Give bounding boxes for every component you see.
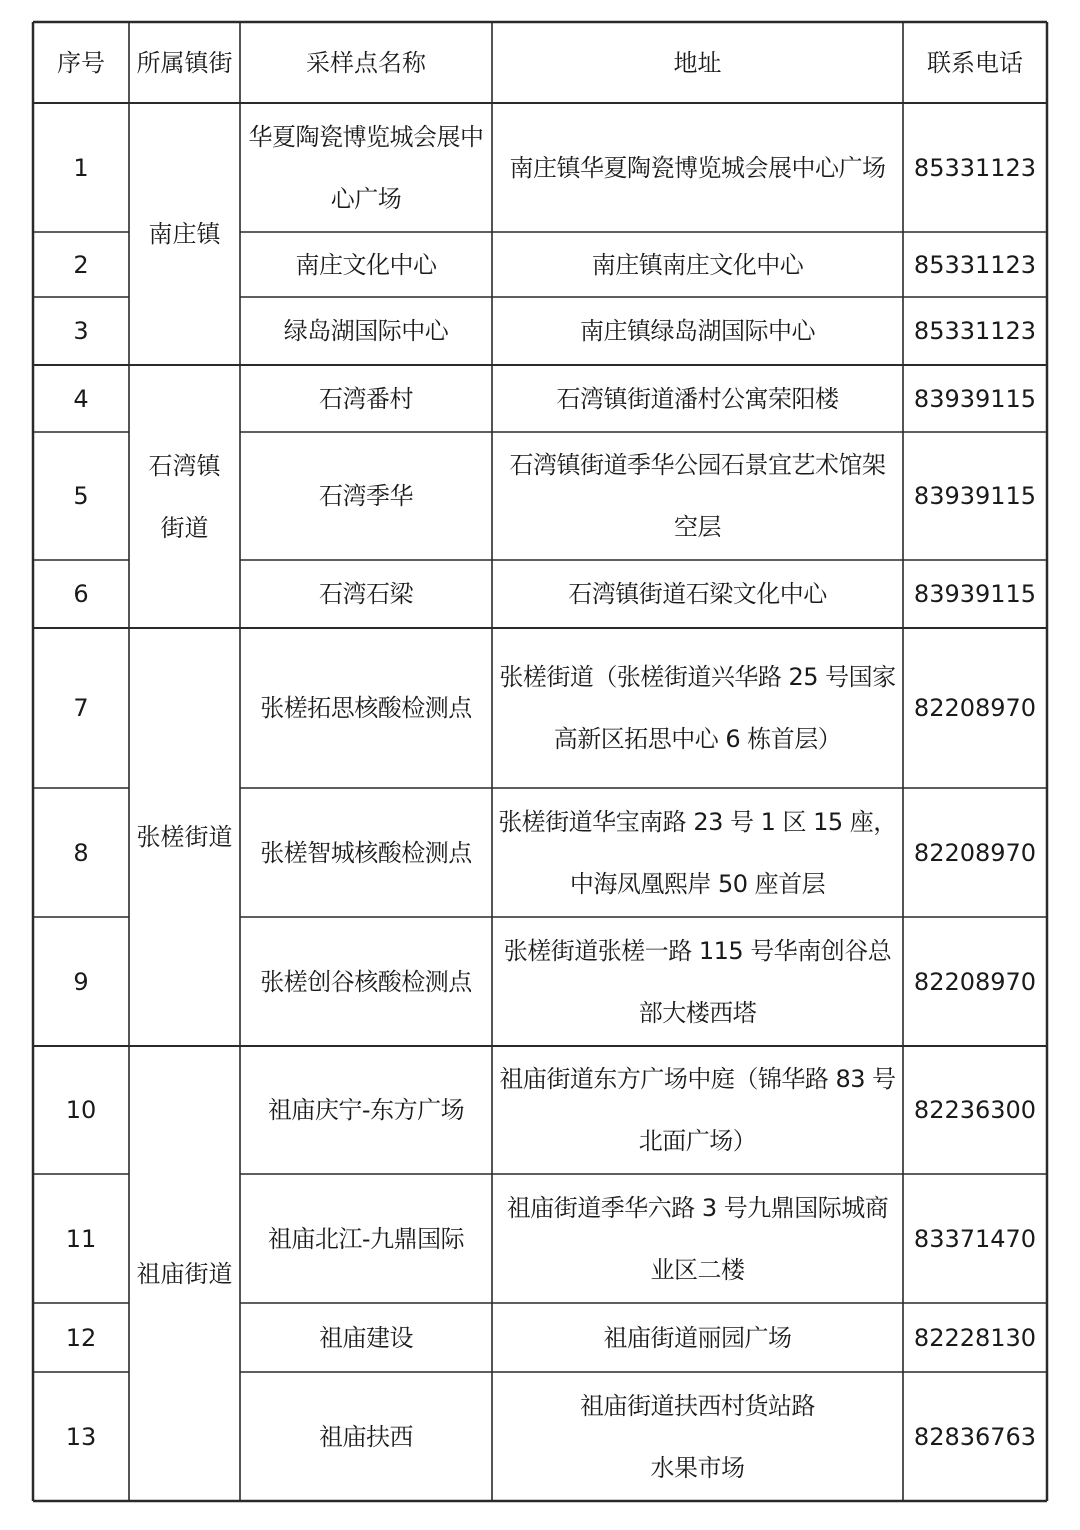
site-address: 石湾镇街道石梁文化中心 [568,580,827,608]
row-number: 6 [73,580,89,608]
site-name: 绿岛湖国际中心 [283,317,449,345]
header-site: 采样点名称 [306,48,426,77]
site-address: 石湾镇街道季华公园石景宜艺术馆架 空层 [509,451,886,541]
site-name: 祖庙扶西 [319,1422,413,1451]
row-number: 5 [73,482,89,510]
contact-phone: 85331123 [913,317,1037,345]
contact-phone: 85331123 [913,250,1037,279]
district-cell: 石湾镇 街道 [148,451,221,542]
contact-phone: 82208970 [913,694,1037,722]
site-address: 祖庙街道东方广场中庭（锦华路 83 号 北面广场） [499,1065,896,1155]
site-address: 祖庙街道扶西村货站路 水果市场 [580,1391,815,1482]
row-number: 1 [73,153,89,182]
contact-phone: 82208970 [913,838,1037,867]
row-number: 12 [65,1323,97,1352]
row-number: 9 [73,967,89,996]
district-cell: 张槎街道 [136,823,233,851]
row-number: 10 [65,1096,97,1124]
site-address: 祖庙街道季华六路 3 号九鼎国际城商 业区二楼 [506,1193,889,1284]
contact-phone: 82836763 [913,1422,1037,1451]
contact-phone: 83939115 [913,580,1037,608]
site-address: 南庄镇华夏陶瓷博览城会展中心广场 [509,153,886,182]
site-name: 张槎创谷核酸检测点 [260,967,472,996]
header-phone: 联系电话 [927,48,1023,77]
contact-phone: 85331123 [913,153,1037,182]
district-cell: 祖庙街道 [136,1259,233,1288]
header-no: 序号 [57,48,105,77]
site-name: 张槎拓思核酸检测点 [260,694,472,722]
site-name: 石湾番村 [319,384,413,413]
contact-phone: 83371470 [913,1224,1037,1253]
row-number: 11 [65,1224,97,1253]
contact-phone: 82208970 [913,967,1037,996]
site-address: 张槎街道华宝南路 23 号 1 区 15 座， 中海凤凰熙岸 50 座首层 [498,807,897,898]
contact-phone: 82228130 [913,1323,1037,1352]
site-address: 南庄镇南庄文化中心 [591,250,804,279]
site-name: 祖庙庆宁-东方广场 [267,1096,465,1124]
contact-phone: 83939115 [913,482,1037,510]
site-name: 石湾季华 [319,482,413,510]
site-address: 南庄镇绿岛湖国际中心 [580,317,815,345]
site-address: 祖庙街道丽园广场 [603,1323,792,1352]
site-name: 祖庙北江-九鼎国际 [267,1224,465,1253]
row-number: 4 [73,384,89,413]
row-number: 8 [73,838,89,867]
row-number: 2 [73,250,89,279]
district-cell: 南庄镇 [148,220,221,248]
site-address: 张槎街道张槎一路 115 号华南创谷总 部大楼西塔 [503,936,892,1027]
header-address: 地址 [673,48,722,77]
contact-phone: 82236300 [913,1096,1037,1124]
row-number: 7 [73,694,89,722]
header-district: 所属镇街 [136,48,233,77]
site-name: 祖庙建设 [319,1323,413,1352]
row-number: 13 [65,1422,97,1451]
site-name: 华夏陶瓷博览城会展中 心广场 [248,122,484,213]
site-name: 张槎智城核酸检测点 [260,838,472,867]
site-address: 张槎街道（张槎街道兴华路 25 号国家 高新区拓思中心 6 栋首层） [499,663,896,753]
row-number: 3 [73,317,89,345]
site-name: 石湾石梁 [319,580,413,608]
contact-phone: 83939115 [913,384,1037,413]
site-name: 南庄文化中心 [295,250,437,279]
site-address: 石湾镇街道潘村公寓荣阳楼 [556,384,839,413]
